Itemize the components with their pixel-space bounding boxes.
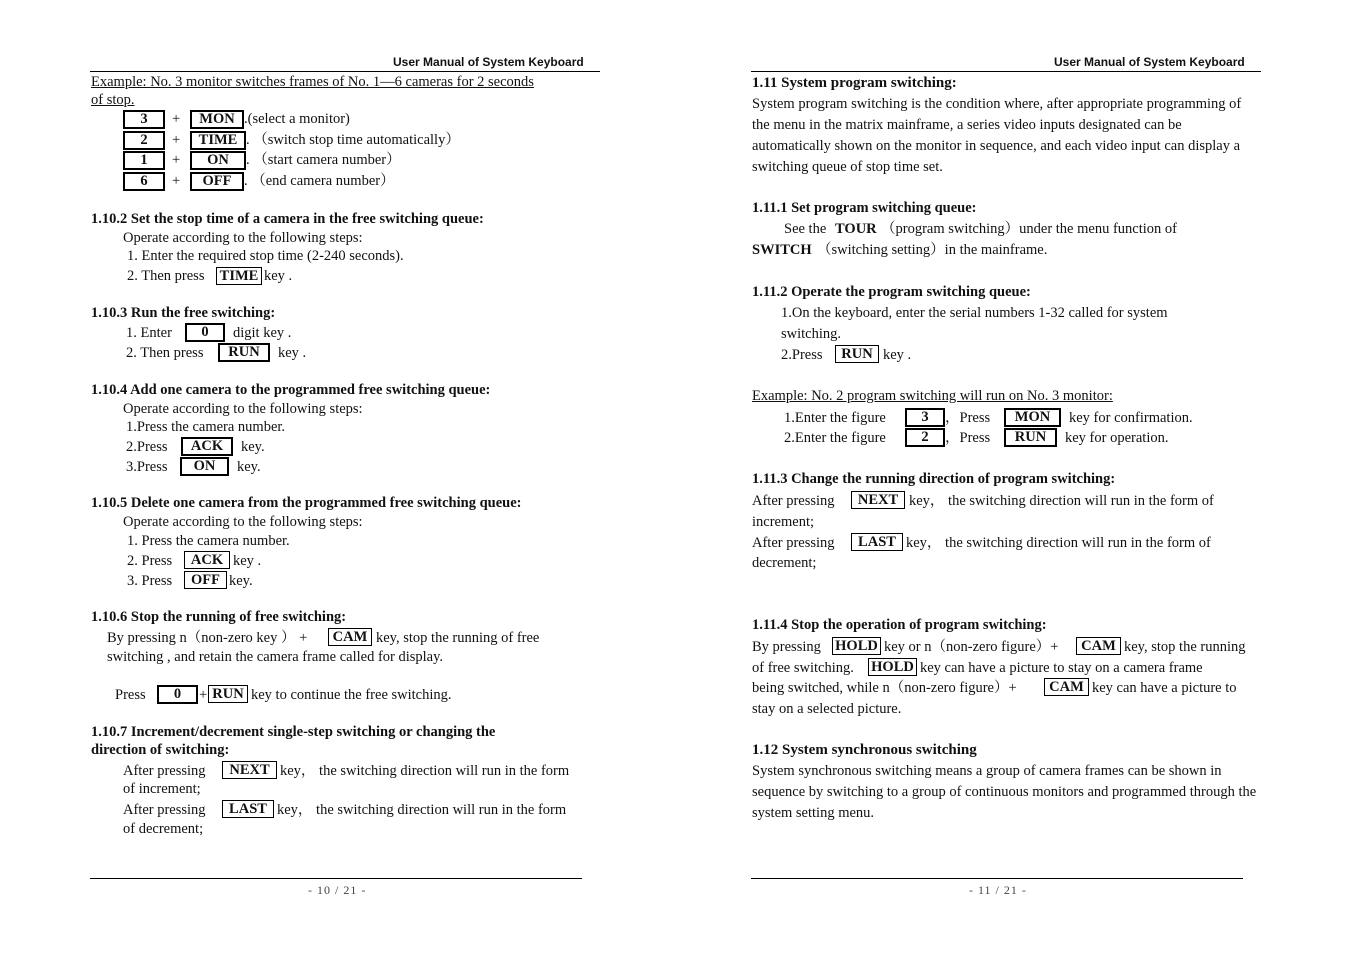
mon-key: MON	[1004, 408, 1061, 427]
instruction-text: （program switching）under the menu function of	[881, 221, 1177, 237]
switch-term: SWITCH	[752, 242, 812, 258]
on-key: ON	[190, 151, 246, 170]
ack-key: ACK	[181, 437, 233, 456]
instruction-text: （switching setting）in the mainframe.	[817, 242, 1048, 258]
instruction-text: key .	[883, 347, 912, 363]
step-num-1: 1	[123, 151, 165, 170]
instruction-text: key for confirmation.	[1069, 410, 1193, 426]
example-title: Example: No. 2 program switching will run on No. 3 monitor:	[752, 388, 1113, 404]
instruction-text: Operate according to the following steps:	[123, 230, 363, 246]
instruction-text: 3. Press	[127, 573, 173, 589]
ack-key: ACK	[184, 551, 230, 569]
instruction-text: key .	[278, 345, 307, 361]
instruction-text: After pressing	[123, 802, 206, 818]
next-key: NEXT	[222, 761, 277, 779]
right-header-rule	[751, 71, 1261, 72]
instruction-text: 2. Then press	[127, 268, 205, 284]
instruction-text: key, stop the running of free	[376, 630, 540, 646]
step-plus: +	[172, 152, 181, 168]
instruction-text: key.	[229, 573, 253, 589]
run-key: RUN	[218, 343, 270, 362]
off-key: OFF	[184, 571, 227, 589]
time-key: TIME	[190, 131, 246, 150]
step-desc: . （start camera number）	[246, 152, 401, 168]
instruction-text: key.	[237, 459, 261, 475]
left-header-rule	[90, 71, 600, 72]
section-title-1-10-6: 1.10.6 Stop the running of free switching:	[91, 609, 347, 625]
example-line-1: Example: No. 3 monitor switches frames of No. 1—6 cameras for 2 seconds	[91, 74, 534, 90]
instruction-text: key to continue the free switching.	[251, 687, 452, 703]
plus-sign: +	[199, 687, 208, 703]
instruction-text: 1.Press the camera number.	[126, 419, 286, 435]
instruction-text: of free switching.	[752, 660, 854, 676]
instruction-text: digit key .	[233, 325, 292, 341]
section-title-1-11-1: 1.11.1 Set program switching queue:	[752, 200, 977, 216]
instruction-text: 1.Enter the figure	[784, 410, 886, 426]
instruction-text: After pressing	[123, 763, 206, 779]
section-title-1-11-4: 1.11.4 Stop the operation of program switching:	[752, 617, 1047, 633]
step-plus: +	[172, 173, 181, 189]
section-title-1-10-5: 1.10.5 Delete one camera from the programmed free switching queue:	[91, 495, 522, 511]
step-plus: +	[172, 132, 181, 148]
instruction-text: key， the switching direction will run in the form of	[909, 493, 1214, 509]
last-key: LAST	[222, 800, 274, 818]
zero-key: 0	[185, 323, 225, 342]
section-title-1-10-7: 1.10.7 Increment/decrement single-step switching or changing the	[91, 724, 496, 740]
instruction-text: Operate according to the following steps:	[123, 401, 363, 417]
instruction-text: of increment;	[123, 781, 201, 797]
instruction-text: key for operation.	[1065, 430, 1169, 446]
run-key: RUN	[208, 685, 248, 703]
instruction-text: key .	[264, 268, 293, 284]
instruction-text: 2. Then press	[126, 345, 204, 361]
instruction-text: increment;	[752, 514, 815, 530]
instruction-text: stay on a selected picture.	[752, 701, 902, 717]
section-title-1-10-3: 1.10.3 Run the free switching:	[91, 305, 276, 321]
cam-key: CAM	[1044, 678, 1089, 696]
section-title-1-10-7-cont: direction of switching:	[91, 742, 230, 758]
left-footer-rule	[90, 878, 582, 879]
instruction-text: key .	[233, 553, 262, 569]
instruction-text: of decrement;	[123, 821, 204, 837]
right-footer-rule	[751, 878, 1243, 879]
section-title-1-10-4: 1.10.4 Add one camera to the programmed free switching queue:	[91, 382, 491, 398]
instruction-text: switching , and retain the camera frame called for display.	[107, 649, 444, 665]
instruction-text: key.	[241, 439, 265, 455]
instruction-text: decrement;	[752, 555, 817, 571]
instruction-text: See the	[784, 221, 827, 237]
section-title-1-12: 1.12 System synchronous switching	[752, 742, 977, 758]
instruction-text: ，Press	[945, 410, 991, 426]
instruction-text: key， the switching direction will run in the form	[280, 763, 570, 779]
instruction-text: After pressing	[752, 535, 835, 551]
left-page-number: - 10 / 21 -	[308, 883, 367, 897]
instruction-text: ，Press	[945, 430, 991, 446]
step-desc: . （switch stop time automatically）	[246, 132, 460, 148]
figure-3-key: 3	[905, 408, 945, 427]
section-body-1-12: System synchronous switching means a group of camera frames can be shown in sequence by switching to a group of continuous monitors and programmed through the system setting menu.	[752, 763, 1257, 821]
figure-2-key: 2	[905, 428, 945, 447]
tour-term: TOUR	[835, 221, 877, 237]
instruction-text: key can have a picture to stay on a camera frame	[920, 660, 1203, 676]
example-line-2: of stop.	[91, 92, 135, 108]
instruction-text: By pressing n（non-zero key ） +	[107, 630, 308, 646]
zero-key: 0	[157, 685, 198, 704]
hold-key: HOLD	[868, 658, 917, 676]
run-key: RUN	[835, 345, 879, 363]
step-num-2: 2	[123, 131, 165, 150]
right-page-number: - 11 / 21 -	[969, 883, 1027, 897]
instruction-text: 2.Press	[781, 347, 823, 363]
step-desc: .(select a monitor)	[244, 111, 350, 127]
on-key: ON	[180, 457, 229, 476]
instruction-text: 1. Enter	[126, 325, 172, 341]
cam-key: CAM	[1076, 637, 1121, 655]
left-page-header: User Manual of System Keyboard	[393, 55, 584, 69]
instruction-text: 2.Enter the figure	[784, 430, 886, 446]
cam-key: CAM	[328, 628, 372, 646]
instruction-text: 1.On the keyboard, enter the serial numbers 1-32 called for system	[781, 305, 1168, 321]
section-body-1-11: System program switching is the condition where, after appropriate programming of the menu in the matrix mainframe, a series video inputs designated can be automatically shown on the monitor in sequence, and each video input can display a switching queue of stop time set.	[752, 96, 1242, 175]
instruction-text: key， the switching direction will run in the form	[277, 802, 567, 818]
instruction-text: 3.Press	[126, 459, 168, 475]
instruction-text: After pressing	[752, 493, 835, 509]
next-key: NEXT	[851, 491, 905, 509]
section-title-1-11: 1.11 System program switching:	[752, 75, 957, 91]
off-key: OFF	[190, 172, 244, 191]
mon-key: MON	[190, 110, 244, 129]
step-num-6: 6	[123, 172, 165, 191]
last-key: LAST	[851, 533, 903, 551]
step-desc: . （end camera number）	[244, 173, 395, 189]
instruction-text: 2. Press	[127, 553, 173, 569]
time-key: TIME	[216, 267, 262, 285]
instruction-text: key can have a picture to	[1092, 680, 1237, 696]
section-title-1-11-3: 1.11.3 Change the running direction of program switching:	[752, 471, 1116, 487]
section-title-1-11-2: 1.11.2 Operate the program switching queue:	[752, 284, 1031, 300]
section-title-1-10-2: 1.10.2 Set the stop time of a camera in the free switching queue:	[91, 211, 484, 227]
step-plus: +	[172, 111, 181, 127]
instruction-text: key, stop the running	[1124, 639, 1246, 655]
instruction-text: 2.Press	[126, 439, 168, 455]
hold-key: HOLD	[832, 637, 881, 655]
instruction-text: Operate according to the following steps:	[123, 514, 363, 530]
instruction-text: 1. Enter the required stop time (2-240 seconds).	[127, 248, 404, 264]
instruction-text: By pressing	[752, 639, 821, 655]
instruction-text: 1. Press the camera number.	[127, 533, 290, 549]
instruction-text: being switched, while n（non-zero figure）+	[752, 680, 1017, 696]
step-num-3: 3	[123, 110, 165, 129]
right-page-header: User Manual of System Keyboard	[1054, 55, 1245, 69]
instruction-text: key or n（non-zero figure）+	[884, 639, 1059, 655]
instruction-text: key， the switching direction will run in the form of	[906, 535, 1211, 551]
instruction-text: Press	[115, 687, 146, 703]
instruction-text: switching.	[781, 326, 842, 342]
run-key: RUN	[1004, 428, 1057, 447]
